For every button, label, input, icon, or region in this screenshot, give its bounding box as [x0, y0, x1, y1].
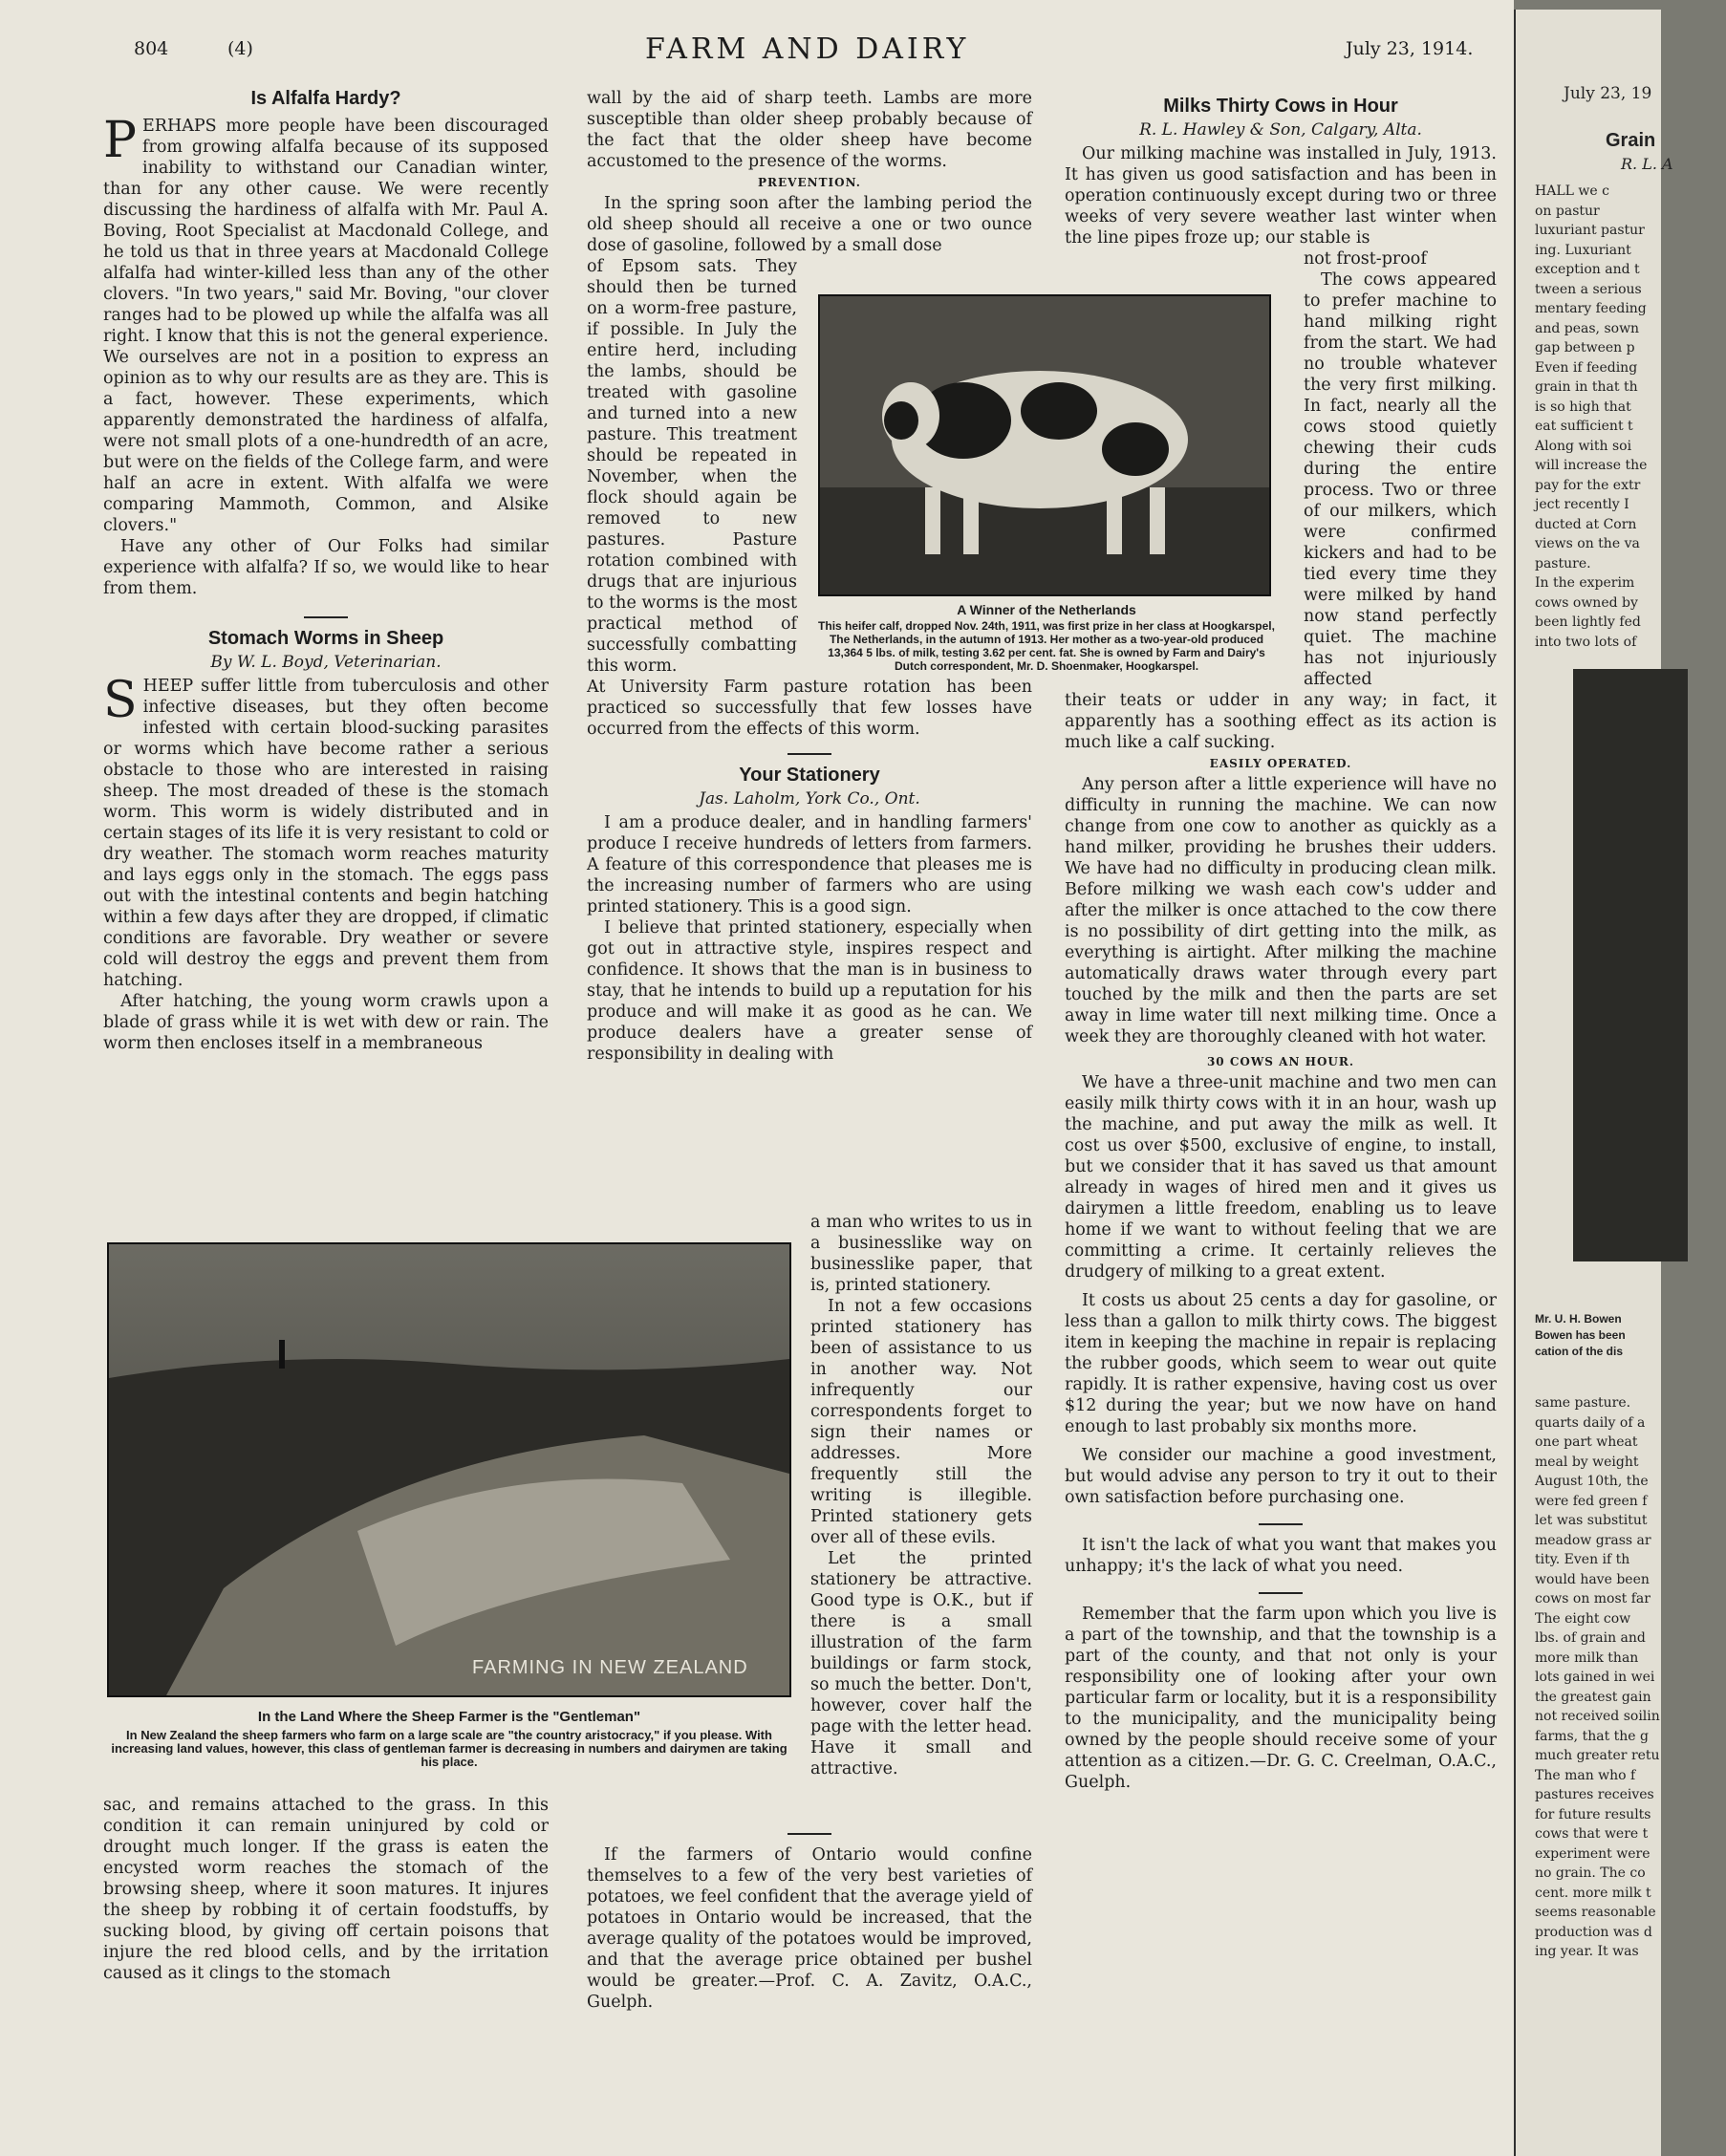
text-line: gap between p [1535, 340, 1635, 356]
next-page-byline: R. L. A [1621, 155, 1673, 173]
text-line: production was d [1535, 1924, 1652, 1940]
page-number: 804 [134, 38, 169, 59]
paragraph: We have a three-unit machine and two men can easily milk thirty cows with it in an hour, wash up the machine, and put away the milk as well. It cost us over $500, exclusive of engine, to install, but we consider that it has saved us that amount already in wages of hired men and it gives us dairymen a little freedom, enabling us to leave home if we want to without feeling that we are committing a crime. It certainly relieves the drudgery of milking to a great extent. [1065, 1073, 1497, 1282]
text-line: views on the va [1535, 536, 1640, 551]
text-line: not received soilin [1535, 1709, 1660, 1724]
paragraph: I believe that printed stationery, especially when got out in attractive style, inspires respect and confidence. It shows that the man is in business to stay, that he intends to build up a reputation for his produce and will make it as good as he can. We produce dealers have a greater sense of responsibility in dealing with [587, 918, 1032, 1064]
paragraph: At University Farm pasture rotation has been practiced so successfully that few losses have occurred from the effects of this worm. [587, 678, 1032, 739]
text-line: tween a serious [1535, 281, 1642, 297]
paragraph: It costs us about 25 cents a day for gasoline, or less than a gallon to milk thirty cows. The biggest item in keeping the machine in repair is replacing the rubber goods, which seem to wear out quite rapidly. It is rather expensive, having cost us over $12 during the year; but we now have on hand enough to last probably six months more. [1065, 1291, 1497, 1436]
text-line: cows on most far [1535, 1591, 1650, 1606]
milks-article [1065, 96, 1497, 1793]
paragraph: After hatching, the young worm crawls upon a blade of grass while it is wet with dew or rain. The worm then encloses itself in a membraneous [103, 992, 549, 1053]
paragraph: Let the printed stationery be attractive. Good type is O.K., but if there is a small illustration of the farm buildings or farm stock, so much the better. Don't, however, cover half the page with the letter head. Have it small and attractive. [810, 1549, 1032, 1779]
text-line: ducted at Corn [1535, 516, 1637, 532]
text-line: grain in that th [1535, 379, 1638, 395]
paragraph: In not a few occasions printed stationery has been of assistance to us in another way. Not infrequently our correspondents forget to sign their names or addresses. More frequently still the writing is illegible. Printed stationery gets over all of these evils. [810, 1297, 1032, 1547]
text-line: would have been [1535, 1571, 1650, 1587]
sheep-image [109, 1244, 789, 1695]
text-line: seems reasonable [1535, 1905, 1656, 1920]
text-line: HALL we c [1535, 183, 1609, 199]
text-line: no grain. The co [1535, 1865, 1646, 1881]
potatoes-note [587, 1833, 1032, 2013]
photo-overlay-text: FARMING IN NEW ZEALAND [472, 1657, 748, 1678]
text-line: tity. Even if th [1535, 1552, 1630, 1567]
paragraph: I am a produce dealer, and in handling farmers' produce I receive hundreds of letters from farmers. A feature of this correspondence that pleases me is the increasing number of farmers who are using printed stationery. This is a good sign. [587, 813, 1032, 916]
stomach-final [103, 1795, 549, 1984]
text-line: The man who f [1535, 1767, 1636, 1783]
byline: Jas. Laholm, York Co., Ont. [699, 789, 920, 808]
drop-cap: P [103, 112, 137, 169]
text-line: one part wheat [1535, 1434, 1638, 1450]
text-line: been lightly fed [1535, 614, 1641, 630]
text-line: Bowen has been [1535, 1328, 1626, 1342]
separator-rule [787, 1833, 831, 1835]
text-line: cows owned by [1535, 594, 1638, 611]
paragraph: of Epsom sats. They should then be turned on a worm-free pasture, if possible. In July the entire herd, including the lambs, should be treated with gasoline and turned into a new pasture. This treatment should be repeated in November, when the flock should again be removed to new pastures. Pasture rotation combined with drugs that are injurious to the worms is the most practical method of successfully combatting this worm. [587, 257, 797, 676]
text-line: ing year. It was [1535, 1944, 1639, 1959]
text-line: on pastur [1535, 203, 1600, 219]
paragraph: We consider our machine a good investment, but would advise any person to try it out to their own satisfaction before purchasing one. [1065, 1446, 1497, 1507]
text-line: In the experim [1535, 575, 1635, 591]
text-line: meal by weight [1535, 1454, 1639, 1470]
text-line: luxuriant pastur [1535, 223, 1645, 238]
text-line: pasture. [1535, 555, 1591, 571]
text-line: ject recently I [1535, 497, 1629, 512]
text-line: mentary feeding [1535, 301, 1647, 316]
separator-rule [1259, 1592, 1303, 1594]
masthead-title: FARM AND DAIRY [645, 32, 970, 66]
text-line: quarts daily of a [1535, 1414, 1646, 1431]
paragraph: their teats or udder in any way; in fact, it apparently has a soothing effect as its action is much like a calf sucking. [1065, 691, 1497, 752]
subheading: 30 COWS AN HOUR. [1206, 1055, 1355, 1068]
text-line: more milk than [1535, 1649, 1639, 1666]
text-line: Mr. U. H. Bowen [1535, 1312, 1622, 1326]
paragraph: wall by the aid of sharp teeth. Lambs are more susceptible than older sheep probably because of the fact that the older sheep have become accustomed to the presence of the worms. [587, 89, 1032, 171]
text-line: pay for the extr [1535, 477, 1641, 493]
paragraph: not frost-proof [1304, 249, 1427, 269]
subheading: PREVENTION. [758, 176, 861, 189]
text-line: the greatest gain [1535, 1689, 1651, 1705]
text-line: cation of the dis [1535, 1345, 1624, 1358]
page-header [124, 32, 1481, 65]
article-title: Is Alfalfa Hardy? [250, 88, 401, 109]
paragraph: It isn't the lack of what you want that makes you unhappy; it's the lack of what you need. [1065, 1536, 1497, 1576]
stationery-continued [810, 1212, 1032, 1779]
paragraph: In the spring soon after the lambing period the old sheep should all receive a one or two ounce dose of gasoline, followed by a small dose [587, 194, 1032, 255]
text-line: ing. Luxuriant [1535, 242, 1631, 258]
text-line: Along with soi [1535, 438, 1632, 454]
article-title: Milks Thirty Cows in Hour [1163, 96, 1398, 117]
text-line: much greater retu [1535, 1748, 1660, 1763]
separator-rule [1259, 1523, 1303, 1525]
paragraph: The cows appeared to prefer machine to hand milking right from the start. We had no trouble whatever the very first milking. In fact, nearly all the cows stood quietly chewing their cuds during the entire process. Two or three of our milkers, which were confirmed kickers and had to be tied every time they were milked by hand now stand perfectly quiet. The machine has not injuriously affected [1304, 270, 1497, 689]
paragraph: sac, and remains attached to the grass. In this condition it can remain uninjured by cold or drought much longer. If the grass is eaten the encysted worm reaches the stomach of the browsing sheep, where it soon matures. It injures the sheep by robbing it of certain foodstuffs, by sucking blood, by giving off certain poisons that injure the red blood cells, and by the irritation caused as it clings to the stomach [103, 1796, 549, 1983]
photo-caption-title: A Winner of the Netherlands [957, 602, 1136, 617]
text-line: meadow grass ar [1535, 1532, 1651, 1548]
paragraph: ERHAPS more people have been discouraged from growing alfalfa because of its supposed inability to withstand our Canadian winter, than for any other cause. We were recently discussing the hardiness of alfalfa with Mr. Paul A. Boving, Root Specialist at Macdonald College, and he told us that in three years at Macdonald College alfalfa had winter-killed less than any of the other clovers. "In two years," said Mr. Boving, "our clover ranges had to be plowed up while the alfalfa was all right. I know that this is not the general experience. We ourselves are not in a position to express an opinion as to why our results are as they are. This is a fact, however. These experiments, which apparently demonstrated the hardiness of alfalfa, were not small plots of a one-hundredth of an acre, but were on the fields of the College farm, and were half an acre in extent. With alfalfa we were comparing Mammoth, Common, and Alsike clovers." [103, 117, 549, 535]
text-line: pastures receives [1535, 1787, 1654, 1802]
next-page-column-bottom [1535, 1393, 1726, 1962]
next-page-header: July 23, 19 [1564, 84, 1652, 103]
text-line: same pasture. [1535, 1395, 1631, 1411]
text-line: into two lots of [1535, 634, 1637, 650]
text-line: lots gained in wei [1535, 1670, 1655, 1685]
text-line: The eight cow [1535, 1610, 1631, 1627]
text-line: will increase the [1535, 458, 1648, 473]
section-number: (4) [227, 38, 253, 59]
text-line: August 10th, the [1535, 1474, 1649, 1489]
alfalfa-article [103, 88, 549, 1054]
paragraph: If the farmers of Ontario would confine themselves to a few of the very best varieties of potatoes, we feel confident that the average yield of potatoes in Ontario would be increased, that the average quality of the potatoes would be improved, and that the average price obtained per bushel would be greater.—Prof. C. A. Zavitz, O.A.C., Guelph. [587, 1845, 1032, 2012]
text-line: and peas, sown [1535, 320, 1640, 336]
text-line: farms, that the g [1535, 1728, 1649, 1744]
text-line: lbs. of grain and [1535, 1630, 1646, 1646]
separator-rule [304, 616, 348, 618]
sheep-photo [107, 1242, 791, 1697]
text-line: is so high that [1535, 399, 1631, 415]
photo-caption-title: In the Land Where the Sheep Farmer is the "Gentleman" [257, 1709, 641, 1725]
separator-rule [787, 753, 831, 755]
issue-date: July 23, 1914. [1346, 38, 1474, 59]
text-line: for future results [1535, 1806, 1651, 1822]
text-line: exception and t [1535, 262, 1640, 277]
text-line: were fed green f [1535, 1493, 1648, 1509]
paragraph: a man who writes to us in a businesslike way on businesslike paper, that is, printed stationery. [810, 1213, 1032, 1295]
paragraph: Any person after a little experience will have no difficulty in running the machine. We can now change from one cow to another as quickly as a hand milker, providing he brushes their udders. We have had no difficulty in producing clean milk. Before milking we wash each cow's udder and after the milker is once attached to the cow there is no possibility of dirt getting into the milk, as everything is airtight. After milking the machine automatically draws water through every part touched by the milk and then the parts are set away in lime water till next milking time. Once a week they are thoroughly cleaned with hot water. [1065, 775, 1497, 1046]
text-line: experiment were [1535, 1845, 1650, 1862]
text-line: Even if feeding [1535, 359, 1638, 376]
subheading: EASILY OPERATED. [1209, 757, 1352, 770]
next-page-caption [1535, 1311, 1726, 1360]
text-line: cows that were t [1535, 1826, 1649, 1842]
article-body [103, 672, 549, 991]
drop-cap: S [103, 672, 138, 729]
paragraph: HEEP suffer little from tuberculosis and other infective diseases, but they often become infested with certain blood-sucking parasites or worms which have become rather a serious obstacle to those who are interested in raising sheep. The most dreaded of these is the stomach worm. This worm is widely distributed and in certain stages of its life it is very resistant to cold or dry weather. The stomach worm reaches maturity and lays eggs only in the stomach. The eggs pass out with the intestinal contents and begin hatching within a few days after they are dropped, if climatic conditions are favorable. Dry weather or severe cold will destroy the eggs and prevent them from hatching. [103, 677, 549, 990]
article-body [103, 112, 549, 536]
sheep-photo-block [107, 1242, 791, 1769]
paragraph: Remember that the farm upon which you live is a part of the township, and that the township is a part of the county, and that not only is your responsibility one of looking after your own particular farm or locality, but it is a responsibility to the municipality, and the municipality being owned by the people should receive some of your attention as a citizen.—Dr. G. C. Creelman, O.A.C., Guelph. [1065, 1605, 1497, 1792]
text-line: cent. more milk t [1535, 1885, 1651, 1901]
photo-caption: In New Zealand the sheep farmers who farm on a large scale are "the country aristocracy," if you please. With increasing land values, however, this class of gentleman farmer is decreasing in numbers and dairymen are taking his place. [111, 1728, 787, 1769]
byline: By W. L. Boyd, Veterinarian. [210, 653, 442, 672]
next-page-column-top [1535, 182, 1726, 652]
paragraph: Our milking machine was installed in July, 1913. It has given us good satisfaction and has been in operation continuously except during two or three weeks of very severe weather last winter when the line pipes froze up; our stable is [1065, 144, 1497, 248]
next-page-title: Grain [1606, 130, 1656, 151]
next-page-strip [1514, 10, 1673, 2156]
article-title: Stomach Worms in Sheep [207, 628, 444, 649]
byline: R. L. Hawley & Son, Calgary, Alta. [1139, 120, 1422, 140]
paragraph: Have any other of Our Folks had similar experience with alfalfa? If so, we would like to hear from them. [103, 537, 549, 598]
next-page-photo [1573, 669, 1688, 1261]
article-title: Your Stationery [739, 765, 880, 786]
photo-caption: This heifer calf, dropped Nov. 24th, 1911, was first prize in her class at Hoogkarspel, The Netherlands, in the autumn of 1913. Her mother as a two-year-old produced 13,364 5 lbs. of milk, testing 3.62 per cent. fat. She is owned by Farm and Dairy's Dutch correspondent, Mr. D. Shoenmaker, Hoogkarspel. [818, 619, 1275, 673]
text-line: eat sufficient t [1535, 419, 1633, 434]
text-line: let was substitut [1535, 1513, 1648, 1528]
